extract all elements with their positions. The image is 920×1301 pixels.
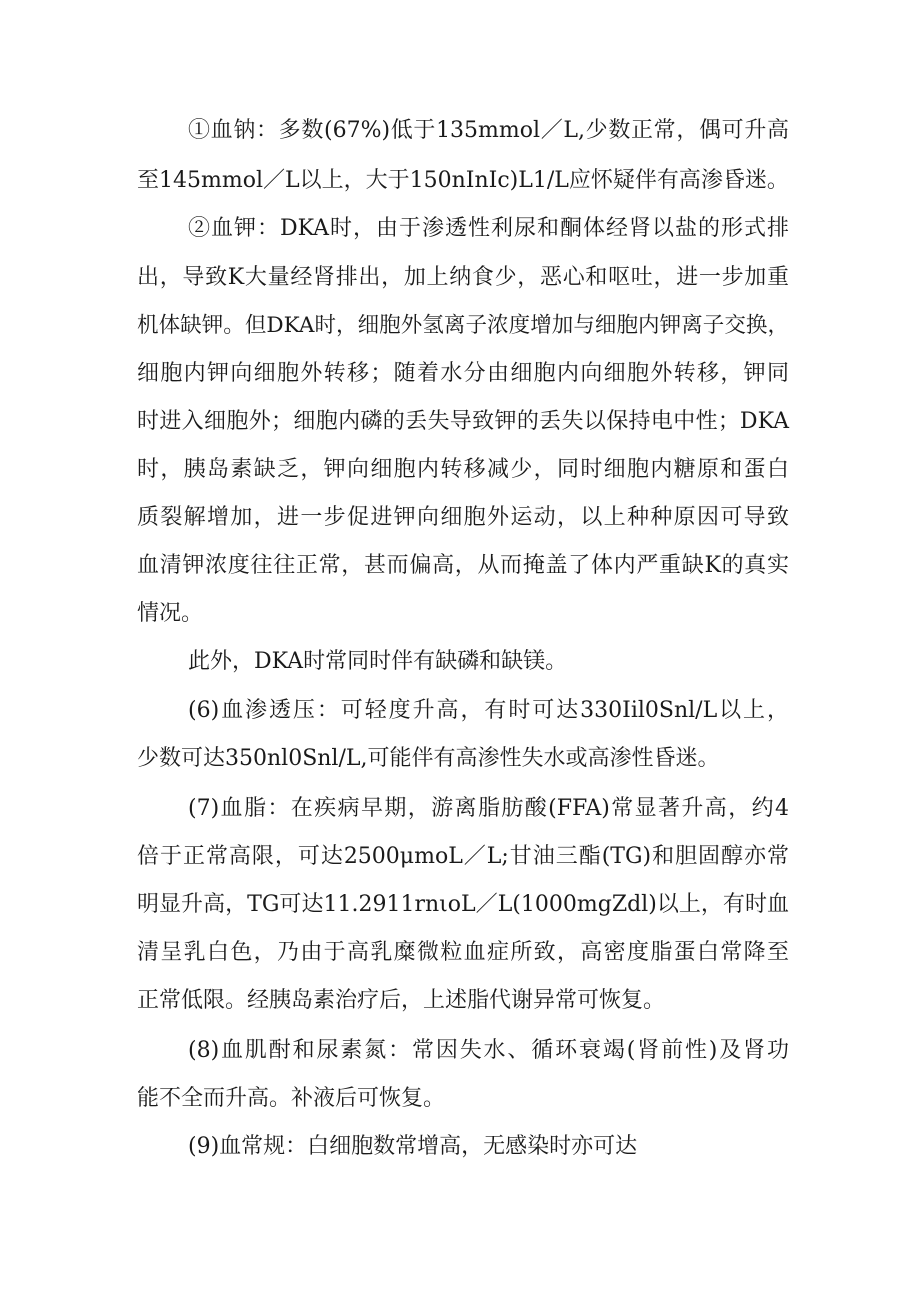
paragraph-osmolality-line-1: (6)血渗透压：可轻度升高，有时可达330Iil0Snl/L以上，	[188, 698, 789, 723]
paragraph-lipids-line-3: 明显升高，TG可达11.2911rnιoL／L(1000mgZdl)以上，有时血	[137, 892, 789, 917]
paragraph-sodium-line-2: 至145mmol／L以上，大于150nInIc)L1/L应怀疑伴有高渗昏迷。	[137, 168, 789, 193]
paragraph-potassium-line-6: 时，胰岛素缺乏，钾向细胞内转移减少，同时细胞内糖原和蛋白	[137, 457, 789, 482]
paragraph-potassium-line-3: 机体缺钾。但DKA时，细胞外氢离子浓度增加与细胞内钾离子交换，	[137, 313, 789, 338]
paragraph-blood-routine-line-1: (9)血常规：白细胞数常增高，无感染时亦可达	[188, 1134, 638, 1159]
paragraph-potassium-line-5: 时进入细胞外；细胞内磷的丢失导致钾的丢失以保持电中性；DKA	[137, 409, 789, 434]
paragraph-lipids-line-5: 正常低限。经胰岛素治疗后，上述脂代谢异常可恢复。	[137, 988, 666, 1013]
paragraph-potassium-line-4: 细胞内钾向细胞外转移；随着水分由细胞内向细胞外转移，钾同	[137, 361, 789, 386]
paragraph-osmolality-line-2: 少数可达350nl0Snl/L,可能伴有高渗性失水或高渗性昏迷。	[137, 746, 720, 771]
paragraph-lipids-line-2: 倍于正常高限，可达2500μmoL／L;甘油三酯(TG)和胆固醇亦常	[137, 844, 789, 869]
paragraph-creatinine-line-1: (8)血肌酎和尿素氮：常因失水、循环衰竭(肾前性)及肾功	[188, 1038, 789, 1063]
paragraph-potassium-line-9: 情况。	[137, 601, 204, 626]
paragraph-potassium-line-1: ②血钾：DKA时，由于渗透性利尿和酮体经肾以盐的形式排	[188, 216, 789, 241]
paragraph-potassium-line-2: 出，导致K大量经肾排出，加上纳食少，恶心和呕吐，进一步加重	[137, 265, 789, 290]
paragraph-potassium-line-7: 质裂解增加，进一步促进钾向细胞外运动，以上种种原因可导致	[137, 505, 789, 530]
paragraph-lipids-line-4: 清呈乳白色，乃由于高乳糜微粒血症所致，高密度脂蛋白常降至	[137, 940, 789, 965]
paragraph-potassium-line-8: 血清钾浓度往往正常，甚而偏高，从而掩盖了体内严重缺K的真实	[137, 553, 789, 578]
paragraph-lipids-line-1: (7)血脂：在疾病早期，游离脂肪酸(FFA)常显著升高，约4	[188, 796, 789, 821]
paragraph-sodium-line-1: ①血钠：多数(67%)低于135mmol／L,少数正常，偶可升高	[188, 118, 789, 143]
paragraph-phosphate-line-1: 此外，DKA时常同时伴有缺磷和缺镁。	[188, 649, 568, 674]
paragraph-creatinine-line-2: 能不全而升高。补液后可恢复。	[137, 1086, 446, 1111]
